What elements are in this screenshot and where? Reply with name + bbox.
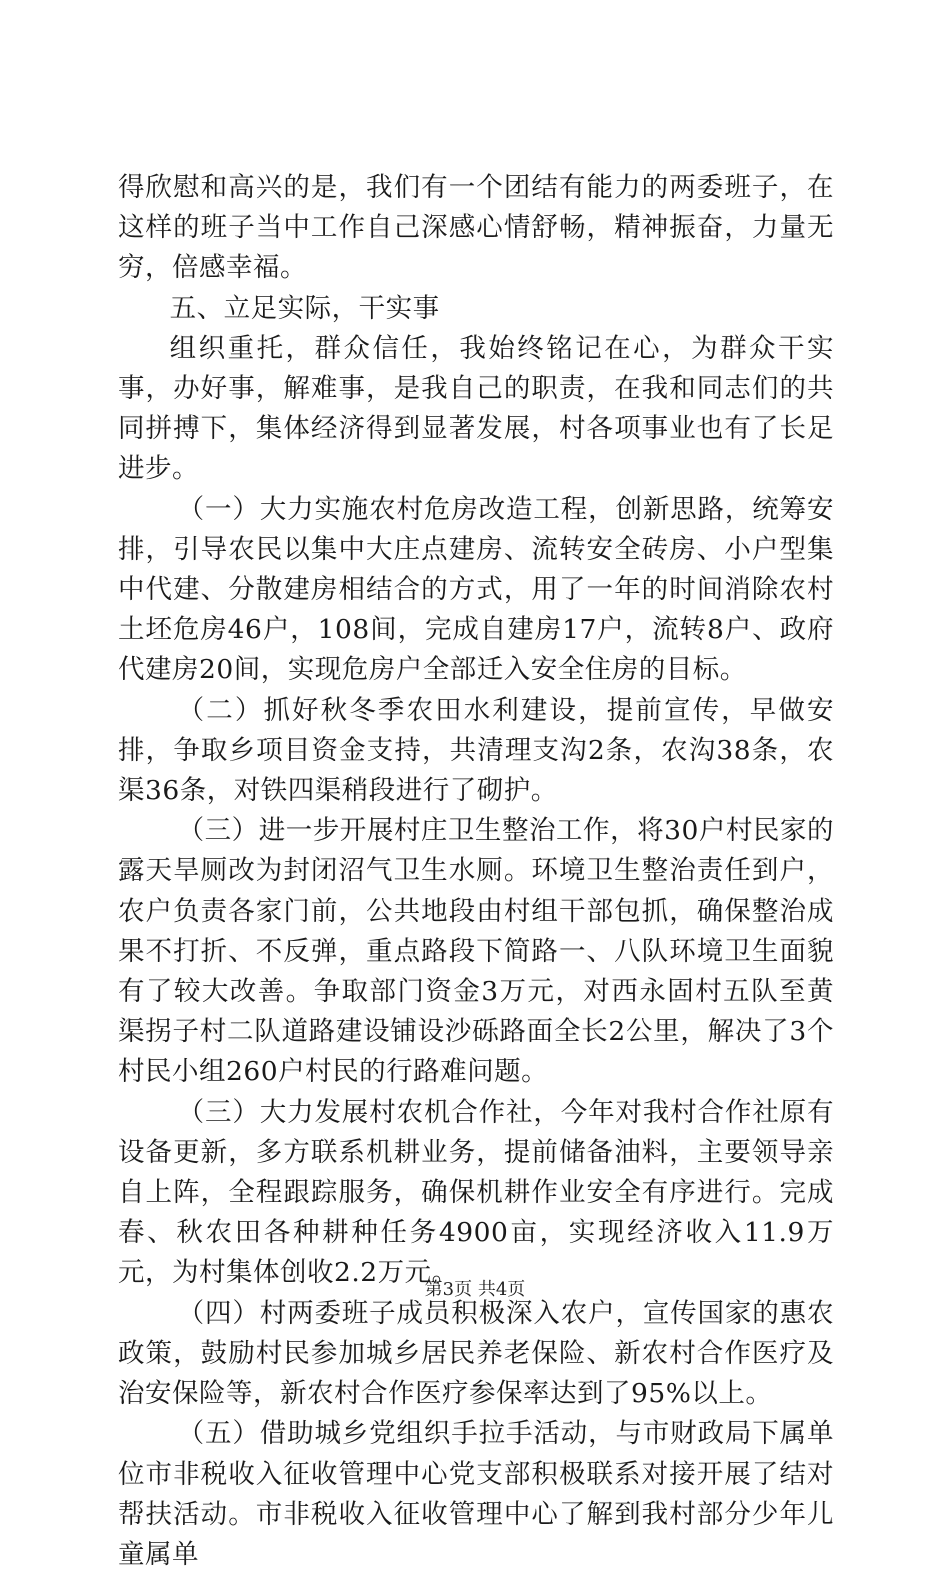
paragraph-item-3b: （三）大力发展村农机合作社，今年对我村合作社原有设备更新，多方联系机耕业务，提前储备油料，主要领导亲自上阵，全程跟踪服务，确保机耕作业安全有序进行。完成春、秋农田各种耕种任务4900亩，实现经济收入11.9万元，为村集体创收2.2万元。 <box>118 1096 834 1289</box>
document-body <box>118 168 834 1575</box>
paragraph-continuation: 得欣慰和高兴的是，我们有一个团结有能力的两委班子，在这样的班子当中工作自己深感心情舒畅，精神振奋，力量无穷，倍感幸福。 <box>118 172 834 284</box>
paragraph-item-1: （一）大力实施农村危房改造工程，创新思路，统筹安排，引导农民以集中大庄点建房、流转安全砖房、小户型集中代建、分散建房相结合的方式，用了一年的时间消除农村土坯危房46户，108间，完成自建房17户，流转8户、政府代建房20间，实现危房户全部迁入安全住房的目标。 <box>118 493 834 686</box>
paragraph-item-3: （三）进一步开展村庄卫生整治工作，将30户村民家的露天旱厕改为封闭沼气卫生水厕。环境卫生整治责任到户，农户负责各家门前，公共地段由村组干部包抓，确保整治成果不打折、不反弹，重点路段下简路一、八队环境卫生面貌有了较大改善。争取部门资金3万元，对西永固村五队至黄渠拐子村二队道路建设铺设沙砾路面全长2公里，解决了3个村民小组260户村民的行路难问题。 <box>118 815 834 1088</box>
paragraph-item-2: （二）抓好秋冬季农田水利建设，提前宣传，早做安排，争取乡项目资金支持，共清理支沟2条，农沟38条，农渠36条，对铁四渠稍段进行了砌护。 <box>118 694 834 807</box>
section-heading: 五、立足实际，干实事 <box>169 292 440 324</box>
paragraph-item-5: （五）借助城乡党组织手拉手活动，与市财政局下属单位市非税收入征收管理中心党支部积极联系对接开展了结对帮扶活动。市非税收入征收管理中心了解到我村部分少年儿童属单 <box>118 1418 834 1570</box>
paragraph-intro: 组织重托，群众信任，我始终铭记在心，为群众干实事，办好事，解难事，是我自己的职责，在我和同志们的共同拼搏下，集体经济得到显著发展，村各项事业也有了长足进步。 <box>118 332 834 485</box>
paragraph-item-4: （四）村两委班子成员积极深入农户，宣传国家的惠农政策，鼓励村民参加城乡居民养老保险、新农村合作医疗及治安保险等，新农村合作医疗参保率达到了95%以上。 <box>118 1297 834 1410</box>
page-number-footer: 第3页 共4页 <box>424 1279 526 1300</box>
